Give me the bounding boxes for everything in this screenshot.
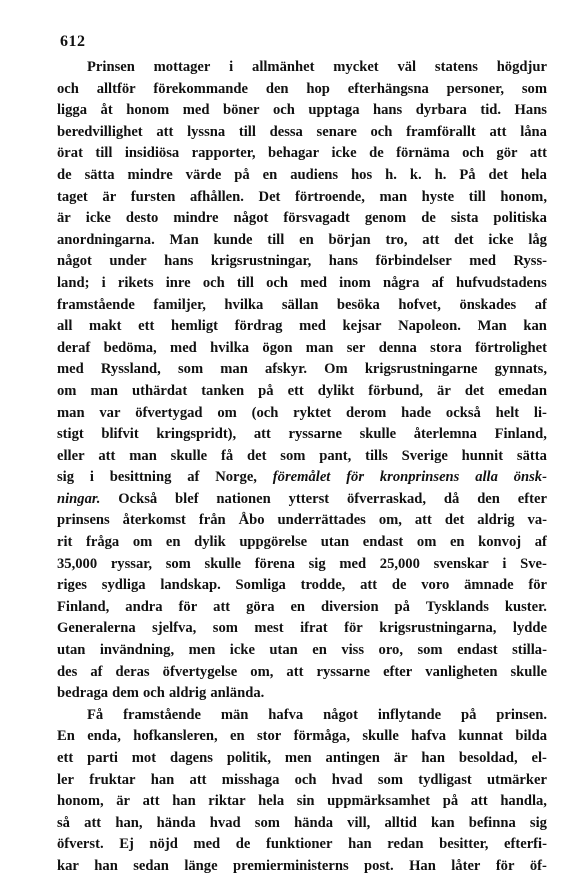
text-line: Generalerna sjelfva, som mest ifrat för krigsrustningarna, lydde (57, 620, 547, 637)
text-line: något under hans krigsrustningar, hans förbindelser med Ryss- (57, 253, 547, 270)
text-line: om man uthärdat tanken på ett dylikt förbund, är det emedan (57, 382, 547, 399)
text-line: öfverst. Ej nöjd med de funktioner han redan besitter, efterfi- (57, 836, 547, 853)
text-line: honom, är att han riktar hela sin uppmärksamhet på att handla, (57, 793, 547, 810)
text-line: Prinsen mottager i allmänhet mycket väl statens högdjur (87, 59, 547, 75)
text-line: des af deras öfvertygelse om, att ryssarne efter vanligheten skulle (57, 663, 547, 680)
text-line: man var öfvertygad om (och ryktet derom hade också helt li- (57, 404, 547, 421)
text-line: all makt ett hemligt fördrag med kejsar Napoleon. Man kan (57, 318, 547, 335)
text-line: rit fråga om en dylik uppgörelse utan endast om en konvoj af (57, 534, 547, 551)
text-line: beredvillighet att lyssna till dessa senare och framförallt att låna (57, 123, 547, 140)
text-line: taget är fursten afhållen. Det förtroende, man hyste till honom, (57, 188, 547, 205)
text-line: och alltför förekommande den hop efterhängsna personer, som (57, 80, 547, 97)
text-line: framstående familjer, hvilka sällan besöka hofvet, önskades af (57, 296, 547, 313)
text-line: deraf bedöma, med hvilka ögon man ser denna stora förtrolighet (57, 339, 547, 356)
text-line: bedraga dem och aldrig anlända. (57, 685, 265, 702)
text-line: med Ryssland, som man afskyr. Om krigsrustningarne gynnats, (57, 361, 547, 378)
text-line: Få framstående män hafva något inflytande på prinsen. (87, 706, 547, 723)
text-line: riges sydliga landskap. Somliga trodde, att de voro ämnade för (57, 577, 547, 594)
text-line: land; i rikets inre och till och med inom några af hufvudstadens (57, 274, 547, 291)
text-line: eller att man skulle få det som pant, tills Sverige hunnit sätta (57, 447, 547, 464)
text-line: utan invändning, men icke utan en viss oro, som endast stilla- (57, 642, 547, 659)
text-line: så att han, hända hvad som hända vill, alltid kan befinna sig (57, 814, 547, 831)
text-line: de sätta mindre värde på en audiens hos h. k. h. På det hela (57, 166, 547, 183)
text-line: Finland, andra för att göra en diversion på Tysklands kuster. (57, 598, 547, 615)
page-number: 612 (60, 33, 86, 50)
text-line: En enda, hofkansleren, en stor förmåga, skulle hafva kunnat bilda (57, 728, 547, 745)
text-line: ler fruktar han att misshaga och hvad som tydligast utmärker (57, 771, 547, 788)
text-line: örat till insidiösa rapporter, behagar icke de förnäma och gör att (57, 145, 547, 162)
text-line: ningar. Också blef nationen ytterst öfverraskad, då den efter (57, 490, 547, 507)
text-line: stigt blifvit kringspridt), att ryssarne skulle återlemna Finland, (57, 426, 547, 443)
body-text (57, 57, 547, 878)
text-line: är icke desto mindre något försvagadt genom de sista politiska (57, 210, 547, 227)
text-line: anordningarna. Man kunde till en början tro, att det icke låg (57, 231, 547, 248)
text-line: sig i besittning af Norge, föremålet för kronprinsens alla önsk- (57, 469, 547, 486)
text-line: kar han sedan länge premierministerns post. Han låter för öf- (57, 857, 547, 874)
text-line: 35,000 ryssar, som skulle förena sig med 25,000 svenskar i Sve- (57, 555, 547, 572)
text-line: ligga åt honom med böner och upptaga hans dyrbara tid. Hans (57, 102, 547, 119)
text-line: ett parti mot dagens politik, men antingen är han besoldad, el- (57, 750, 547, 766)
text-line: prinsens återkomst från Åbo underrättades om, att det aldrig va- (57, 512, 547, 529)
